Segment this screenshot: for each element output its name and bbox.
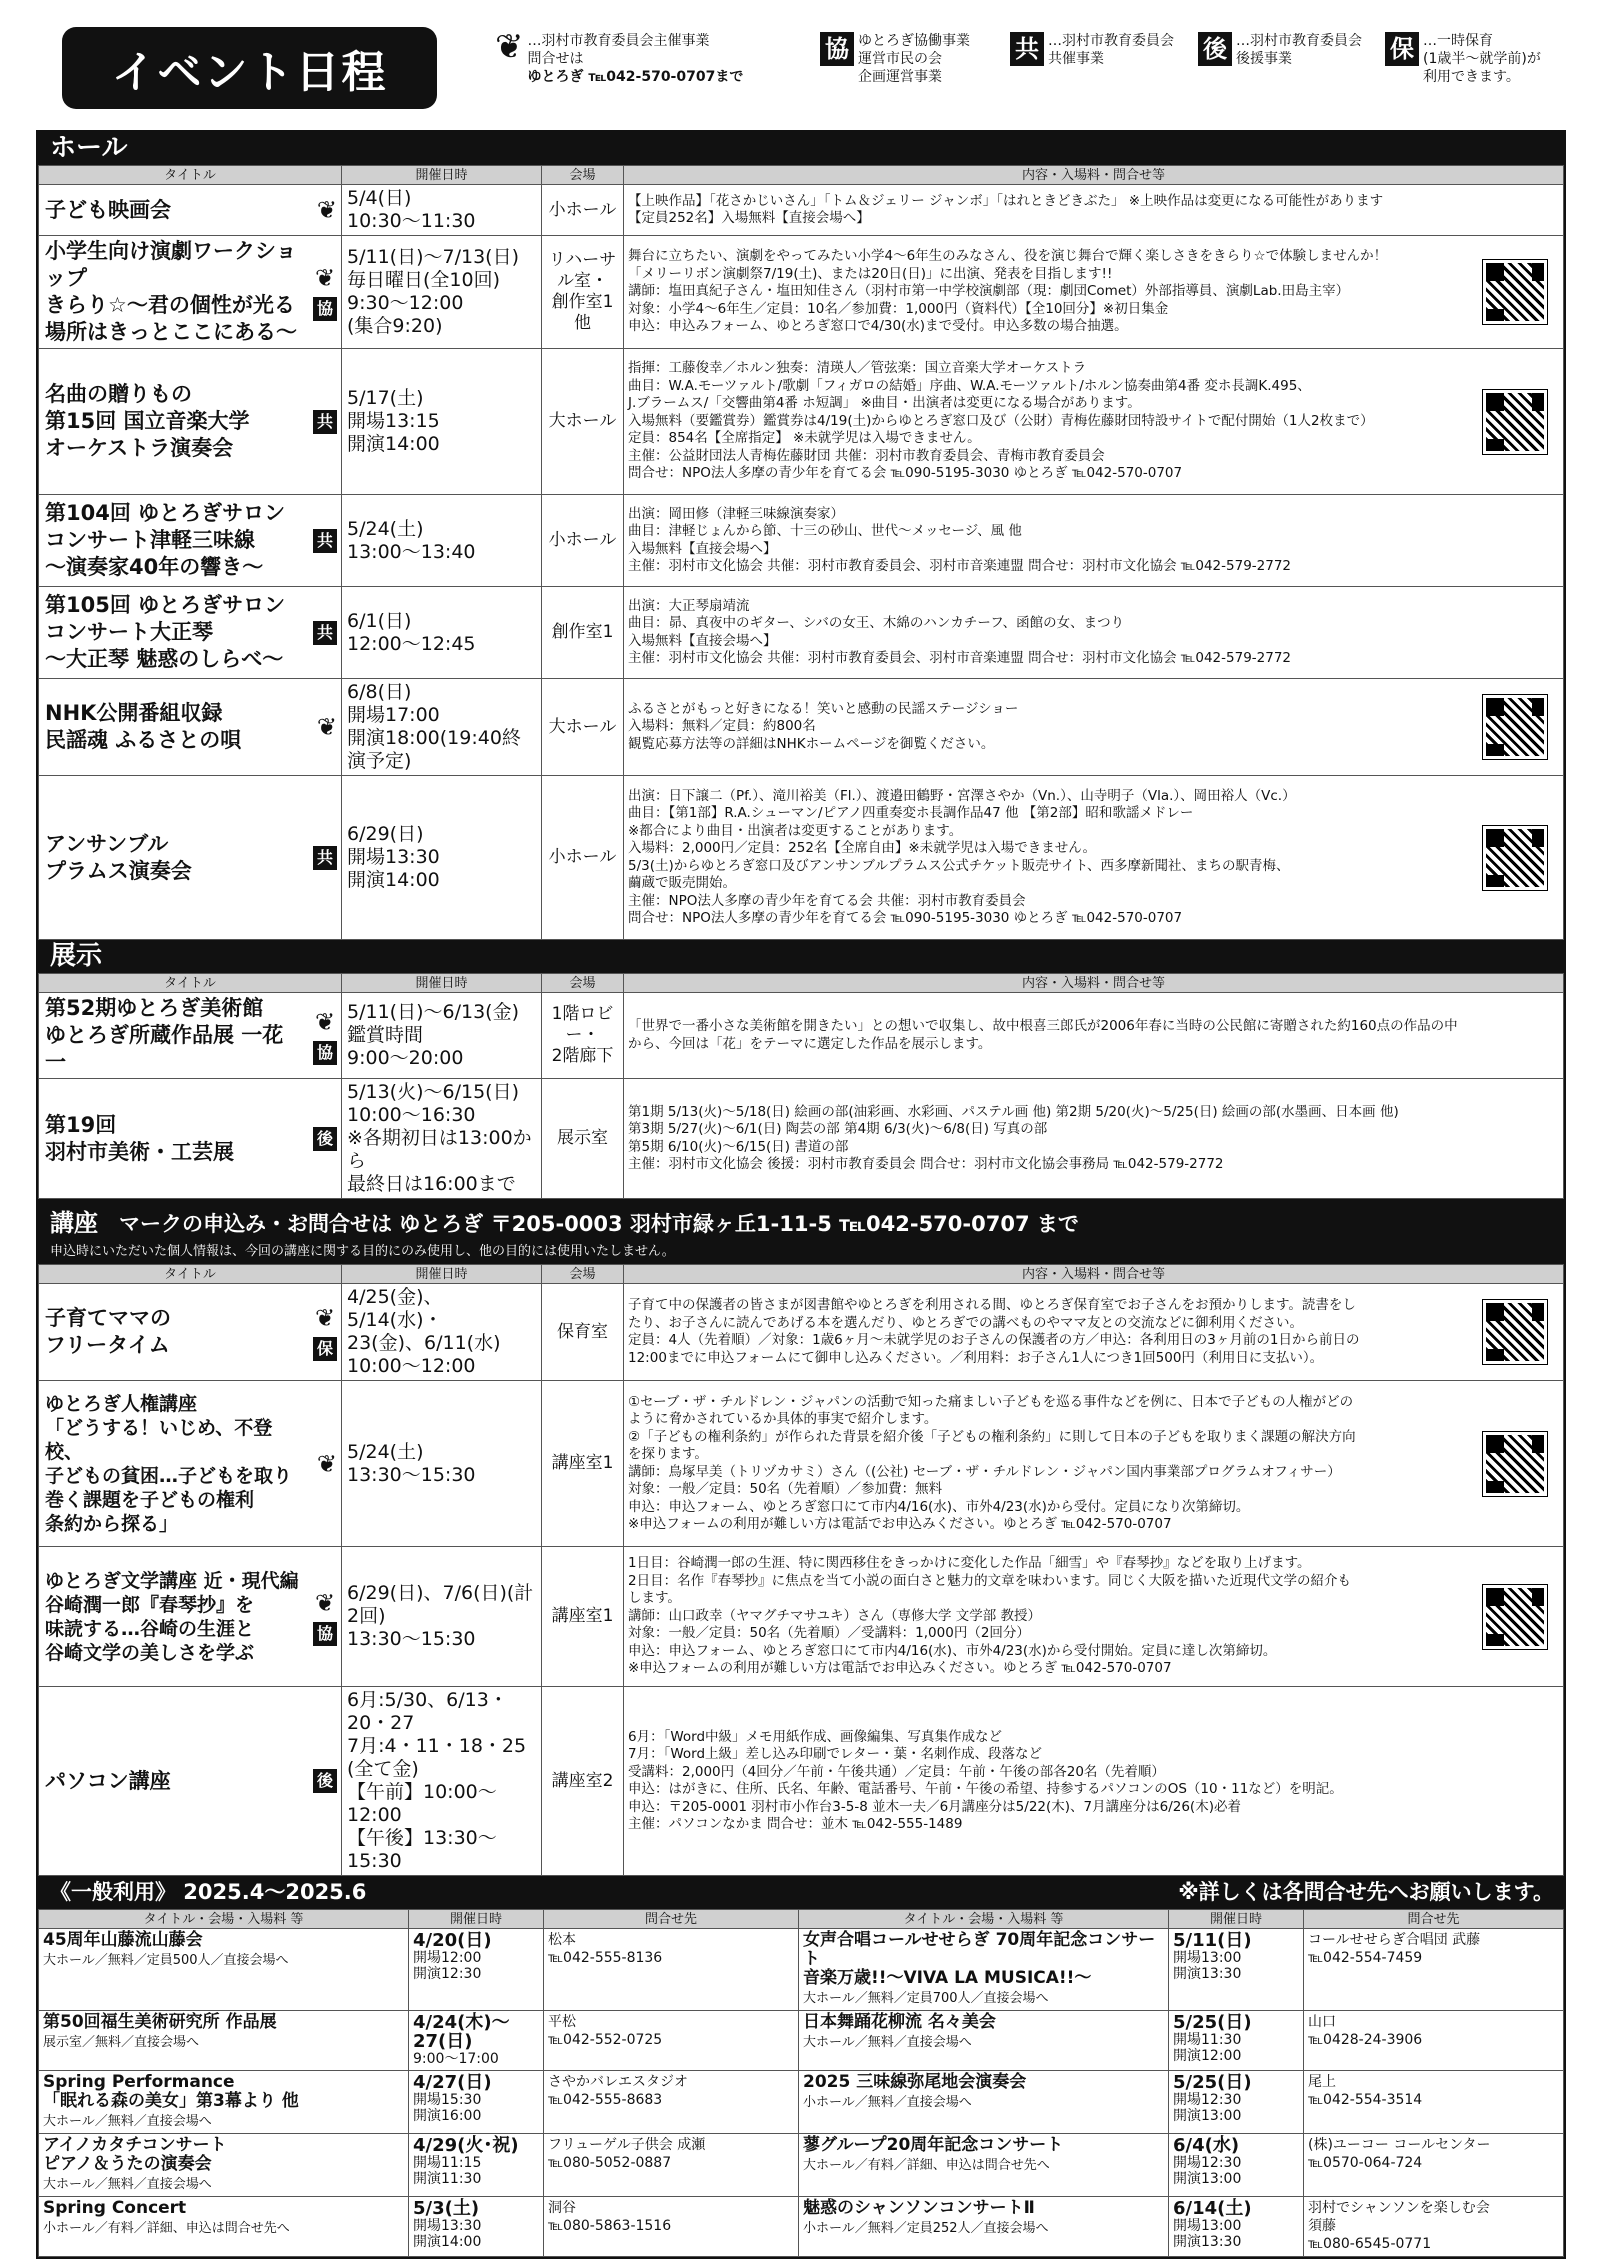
event-content-text: ふるさとがもっと好きになる！笑いと感動の民謡ステージショー 入場料：無料／定員：約800名 観覧応募方法等の詳細はNHKホームページを御覧ください。 <box>628 700 1019 752</box>
general-date-main: 4/27(日) <box>413 2072 492 2093</box>
general-date-main: 6/4(水) <box>1173 2135 1240 2156</box>
general-event-title: 女声合唱コールせせらぎ 70周年記念コンサート 音楽万歳!!～VIVA LA MUSICA!!～ <box>803 1930 1156 1988</box>
general-times: 開場13:30 開演14:00 <box>413 2218 482 2250</box>
event-venue: 展示室 <box>542 1079 624 1199</box>
event-content-text: 6月：「Word中級」メモ用紙作成、画像編集、写真集作成など 7月：「Word上級」差し込み印刷でレター・葉・名刺作成、段落など 受講料：2,000円（4回分／午前・午後共通）／定員：午前・午後の部各20名（先着順） 申込：はがきに、住所、氏名、年齢、電話番号、午前・午後の希望、持参するパソコンのOS（10・11など）を明記。 申込：〒205-0001 羽村市小作台3-5-8 並木一夫／6月講座分は5/22(木)、7月講座分は6/26(木)必着 主催：パソコンなかま 問合せ：並木 ℡042-555-1489 <box>628 1728 1343 1832</box>
event-content <box>624 1381 1564 1547</box>
qr-code-icon[interactable] <box>1483 695 1547 759</box>
event-title <box>39 236 342 349</box>
event-content <box>624 1284 1564 1381</box>
general-date <box>1169 2134 1304 2197</box>
schedule-table <box>38 973 1564 1199</box>
general-event <box>799 2011 1169 2071</box>
general-date <box>1169 2071 1304 2134</box>
event-date: 6/29(日)、7/6(日)(計2回) 13:30～15:30 <box>342 1547 542 1687</box>
general-event-title: 第50回福生美術研究所 作品展 <box>43 2012 277 2032</box>
general-times: 開場13:00 開演13:30 <box>1173 1950 1242 1982</box>
general-times: 開場11:15 開演11:30 <box>413 2155 482 2187</box>
event-content <box>624 1547 1564 1687</box>
section-note: マークの申込み・お問合せは ゆとろぎ 〒205-0003 羽村市緑ヶ丘1-11-5 ℡042-570-0707 まで <box>98 1212 1079 1236</box>
general-date-main: 4/20(日) <box>413 1930 492 1951</box>
general-times: 開場15:30 開演16:00 <box>413 2092 482 2124</box>
general-note: ※詳しくは各問合せ先へお願いします。 <box>1178 1880 1554 1904</box>
event-content <box>624 993 1564 1079</box>
general-event-title: 45周年山藤流山藤会 <box>43 1930 203 1950</box>
schedule-table <box>38 1264 1564 1876</box>
legend-text <box>858 32 970 86</box>
general-event-title: 魅惑のシャンソンコンサートⅡ <box>803 2198 1035 2218</box>
leaf-icon: ❦ <box>314 1588 336 1617</box>
event-venue: リハーサル室・ 創作室1 他 <box>542 236 624 349</box>
event-row <box>39 679 1564 776</box>
general-event-sub: 小ホール／無料／直接会場へ <box>803 2095 972 2110</box>
general-contact: 尾上 ℡042-554-3514 <box>1304 2071 1564 2134</box>
event-marks <box>313 1769 337 1793</box>
event-title <box>39 1547 342 1687</box>
general-col-contact: 問合せ先 <box>1304 1910 1564 1929</box>
event-title <box>39 185 342 236</box>
general-event-title: 蓼グループ20周年記念コンサート <box>803 2135 1064 2155</box>
general-event-sub: 大ホール／無料／定員700人／直接会場へ <box>803 1991 1049 2006</box>
leaf-icon: ❦ <box>314 1304 336 1332</box>
event-title-text: 第104回 ゆとろぎサロン コンサート津軽三味線 ～演奏家40年の響き～ <box>45 501 286 579</box>
legend-line: …羽村市教育委員会 <box>1048 33 1174 49</box>
event-date: 5/13(火)～6/15(日) 10:00～16:30 ※各期初日は13:00から 最終日は16:00まで <box>342 1079 542 1199</box>
general-event <box>39 2134 409 2197</box>
legend-line: ゆとろぎ協働事業 <box>858 33 970 49</box>
event-content <box>624 185 1564 236</box>
event-title <box>39 1687 342 1876</box>
general-date-main: 4/29(火･祝) <box>413 2135 519 2156</box>
qr-code-icon[interactable] <box>1483 260 1547 324</box>
column-header-date: 開催日時 <box>342 1265 542 1284</box>
general-col-date: 開催日時 <box>1169 1910 1304 1929</box>
general-date-main: 6/14(土) <box>1173 2198 1252 2219</box>
event-title-text: ゆとろぎ人権講座 「どうする！いじめ、不登校、 子どもの貧困…子どもを取り 巻く課題を子どもの権利 条約から探る」 <box>45 1392 293 1535</box>
event-venue: 大ホール <box>542 349 624 495</box>
general-table <box>38 1909 1564 2257</box>
legend-line: ゆとろぎ ℡042-570-0707まで <box>527 69 744 85</box>
leaf-icon: ❦ <box>316 713 337 741</box>
event-title-text: NHK公開番組収録 民謡魂 ふるさとの唄 <box>45 701 242 752</box>
general-event-sub: 大ホール／有料／詳細、申込は問合せ先へ <box>803 2158 1050 2173</box>
event-row <box>39 776 1564 940</box>
event-title <box>39 993 342 1079</box>
column-header-title: タイトル <box>39 166 342 185</box>
general-event-title: 2025 三味線弥尾地会演奏会 <box>803 2072 1027 2092</box>
general-date <box>1169 2197 1304 2257</box>
legend-line: 企画運営事業 <box>858 69 942 85</box>
legend-line: 後援事業 <box>1236 51 1292 67</box>
event-title-text: 子育てママの フリータイム <box>45 1306 171 1357</box>
general-contact: (株)ユーコー コールセンター ℡0570-064-724 <box>1304 2134 1564 2197</box>
column-header-title: タイトル <box>39 1265 342 1284</box>
event-title-text: 第19回 羽村市美術・工芸展 <box>45 1112 234 1164</box>
legend-text <box>1236 32 1362 68</box>
general-date-main: 5/25(日) <box>1173 2072 1252 2093</box>
event-date: 6月:5/30、6/13・20・27 7月:4・11・18・25 (全て金) 【午前】10:00～12:00 【午後】13:30～15:30 <box>342 1687 542 1876</box>
column-header-date: 開催日時 <box>342 166 542 185</box>
general-contact: コールせせらぎ合唱団 武藤 ℡042-554-7459 <box>1304 1929 1564 2011</box>
general-col-title: タイトル・会場・入場料 等 <box>39 1910 409 1929</box>
event-title <box>39 1284 342 1381</box>
general-date-main: 5/11(日) <box>1173 1930 1252 1951</box>
legend-text <box>528 32 744 86</box>
event-venue: 講座室1 <box>542 1547 624 1687</box>
event-content <box>624 349 1564 495</box>
event-title-text: 子ども映画会 <box>45 197 171 222</box>
event-marks <box>313 846 337 870</box>
event-marks <box>313 263 337 321</box>
general-date-main: 5/25(日) <box>1173 2012 1252 2033</box>
legend-item <box>495 27 744 86</box>
general-event <box>799 2197 1169 2257</box>
event-title-text: アンサンブル プラムス演奏会 <box>45 831 192 883</box>
general-event <box>799 2134 1169 2197</box>
event-row <box>39 993 1564 1079</box>
general-contact: 洞谷 ℡080-5863-1516 <box>544 2197 799 2257</box>
event-marks <box>317 1449 337 1479</box>
event-marks <box>313 621 337 645</box>
general-event-title: アイノカタチコンサート ピアノ＆うたの演奏会 <box>43 2135 227 2174</box>
general-date <box>409 1929 544 2011</box>
event-date: 6/8(日) 開場17:00 開演18:00(19:40終演予定) <box>342 679 542 776</box>
general-date <box>1169 2011 1304 2071</box>
section-title: 講座 <box>50 1209 98 1237</box>
general-date <box>409 2071 544 2134</box>
general-contact: 松本 ℡042-555-8136 <box>544 1929 799 2011</box>
event-content-text: 第1期 5/13(火)～5/18(日) 絵画の部(油彩画、水彩画、パステル画 他) 第2期 5/20(火)～5/25(日) 絵画の部(水墨画、日本画 他) 第3期 5/27(火)～6/1(日) 陶芸の部 第4期 6/3(火)～6/8(日) 写真の部 第5期 6/10(火)～6/15(日) 書道の部 主催：羽村市文化協会 後援：羽村市教育委員会 問合せ：羽村市文化協会事務局 ℡042-579-2772 <box>628 1103 1399 1172</box>
general-times: 開場12:30 開演13:00 <box>1173 2155 1242 2187</box>
general-row <box>39 2197 1564 2257</box>
legend-line: …羽村市教育委員会主催事業 <box>527 33 710 49</box>
event-row <box>39 1381 1564 1547</box>
event-title <box>39 587 342 679</box>
mark-後-icon: 後 <box>313 1127 337 1151</box>
event-row <box>39 1687 1564 1876</box>
general-event <box>799 1929 1169 2011</box>
event-content-text: 出演：日下譲二（Pf.）、滝川裕美（Fl.）、渡邉田鶴野・宮澤さやか（Vn.）、山寺明子（Vla.）、岡田裕人（Vc.） 曲目：【第1部】R.A.シューマン/ピアノ四重奏変ホ長調作品47 他 【第2部】昭和歌謡メドレー ※都合により曲目・出演者は変更することがあります。 入場料：2,000円／定員：252名【全席自由】※未就学児は入場できません。 5/3(土)からゆとろぎ窓口及びアンサンブルプラムス公式チケット販売サイト、西多摩新聞社、まちの駅青梅、 繭蔵で販売開始。 主催：NPO法人多摩の青少年を育てる会 共催：羽村市教育委員会 問合せ：NPO法人多摩の青少年を育てる会 ℡090-5195-3030 ゆとろぎ ℡042-570-0707 <box>628 787 1296 926</box>
event-date: 5/4(日) 10:30～11:30 <box>342 185 542 236</box>
event-venue: 小ホール <box>542 776 624 940</box>
column-header-content: 内容・入場料・問合せ等 <box>624 1265 1564 1284</box>
general-event-title: Spring Concert <box>43 2198 187 2218</box>
general-times: 開場13:00 開演13:30 <box>1173 2218 1242 2250</box>
column-header-venue: 会場 <box>542 166 624 185</box>
event-title <box>39 495 342 587</box>
event-date: 5/17(土) 開場13:15 開演14:00 <box>342 349 542 495</box>
general-event-sub: 小ホール／有料／詳細、申込は問合せ先へ <box>43 2221 290 2236</box>
general-header <box>38 1876 1564 1909</box>
general-event <box>39 2011 409 2071</box>
qr-code-icon[interactable] <box>1483 390 1547 454</box>
mark-協-icon: 協 <box>313 1622 337 1646</box>
legend-item <box>1385 32 1541 86</box>
legend-text <box>1423 32 1541 86</box>
section-header <box>38 1199 1564 1264</box>
general-event-sub: 小ホール／無料／定員252人／直接会場へ <box>803 2221 1049 2236</box>
general-col-date: 開催日時 <box>409 1910 544 1929</box>
event-row <box>39 185 1564 236</box>
legend-line: …一時保育 <box>1423 33 1493 49</box>
general-date <box>409 2134 544 2197</box>
mark-保-icon: 保 <box>313 1337 337 1361</box>
general-event-sub: 大ホール／無料／直接会場へ <box>43 2114 212 2129</box>
event-content <box>624 236 1564 349</box>
mark-協-icon: 協 <box>313 1041 337 1065</box>
legend-text <box>1048 32 1174 68</box>
general-event <box>39 2071 409 2134</box>
leaf-icon: ❦ <box>316 1449 337 1478</box>
legend-item <box>820 32 970 86</box>
general-date <box>409 2197 544 2257</box>
general-event-sub: 展示室／無料／直接会場へ <box>43 2035 200 2050</box>
event-marks <box>313 529 337 553</box>
general-event <box>799 2071 1169 2134</box>
event-content-text: 指揮：工藤俊幸／ホルン独奏：清瑛人／管弦楽：国立音楽大学オーケストラ 曲目：W.A.モーツァルト/歌劇「フィガロの結婚」序曲、W.A.モーツァルト/ホルン協奏曲第4番 変ホ長調K.495、 J.ブラームス/「交響曲第4番 ホ短調」 ※曲目・出演者は変更になる場合があります。 入場無料（要鑑賞券）鑑賞券は4/19(土)からゆとろぎ窓口及び（公財）青梅佐藤財団特設サイトで配付開始（1人2枚まで） 定員：854名【全席指定】 ※未就学児は入場できません。 主催：公益財団法人青梅佐藤財団 共催：羽村市教育委員会、青梅市教育委員会 問合せ：NPO法人多摩の青少年を育てる会 ℡090-5195-3030 ゆとろぎ ℡042-570-0707 <box>628 360 1374 482</box>
legend-line: (1歳半～就学前)が <box>1423 51 1541 67</box>
general-row <box>39 2134 1564 2197</box>
general-date-main: 4/24(木)～ 27(日) <box>413 2012 510 2052</box>
event-marks <box>317 712 337 742</box>
general-row <box>39 2011 1564 2071</box>
general-date <box>409 2011 544 2071</box>
page-title: イベント日程 <box>62 27 437 109</box>
legend-line: 利用できます。 <box>1423 69 1520 85</box>
mark-共-icon: 共 <box>313 410 337 434</box>
general-col-title: タイトル・会場・入場料 等 <box>799 1910 1169 1929</box>
event-date: 6/1(日) 12:00～12:45 <box>342 587 542 679</box>
event-row <box>39 495 1564 587</box>
column-header-content: 内容・入場料・問合せ等 <box>624 974 1564 993</box>
event-venue: 小ホール <box>542 495 624 587</box>
legend-line: 運営市民の会 <box>858 51 942 67</box>
event-marks <box>313 1588 337 1646</box>
general-date <box>1169 1929 1304 2011</box>
event-row <box>39 349 1564 495</box>
event-date: 5/24(土) 13:30～15:30 <box>342 1381 542 1547</box>
event-marks <box>313 1127 337 1151</box>
event-venue: 大ホール <box>542 679 624 776</box>
general-times: 開場12:30 開演13:00 <box>1173 2092 1242 2124</box>
event-row <box>39 1079 1564 1199</box>
general-times: 9:00～17:00 <box>413 2051 499 2067</box>
qr-code-icon[interactable] <box>1483 826 1547 890</box>
event-date: 5/11(日)～7/13(日) 毎日曜日(全10回) 9:30～12:00 (集合9:20) <box>342 236 542 349</box>
event-venue: 創作室1 <box>542 587 624 679</box>
event-content <box>624 776 1564 940</box>
general-contact: さやかバレエスタジオ ℡042-555-8683 <box>544 2071 799 2134</box>
mark-icon: 保 <box>1385 32 1419 66</box>
column-header-content: 内容・入場料・問合せ等 <box>624 166 1564 185</box>
leaf-icon: ❦ <box>314 1007 336 1036</box>
general-contact: 平松 ℡042-552-0725 <box>544 2011 799 2071</box>
qr-code-icon[interactable] <box>1483 1585 1547 1649</box>
event-row <box>39 1547 1564 1687</box>
event-date: 5/11(日)～6/13(金) 鑑賞時間 9:00～20:00 <box>342 993 542 1079</box>
event-schedule <box>36 130 1566 2259</box>
event-row <box>39 587 1564 679</box>
event-marks <box>313 1303 337 1361</box>
qr-code-icon[interactable] <box>1483 1432 1547 1496</box>
general-row <box>39 2071 1564 2134</box>
event-row <box>39 236 1564 349</box>
event-content <box>624 679 1564 776</box>
event-title-text: 第52期ゆとろぎ美術館 ゆとろぎ所蔵作品展 一花一 <box>45 996 284 1074</box>
qr-code-icon[interactable] <box>1483 1300 1547 1364</box>
event-marks <box>317 195 337 225</box>
mark-icon: 後 <box>1198 32 1232 66</box>
column-header-venue: 会場 <box>542 974 624 993</box>
mark-協-icon: 協 <box>313 297 337 321</box>
general-event-sub: 大ホール／無料／定員500人／直接会場へ <box>43 1953 289 1968</box>
mark-icon: 協 <box>820 32 854 66</box>
event-title-text: 名曲の贈りもの 第15回 国立音楽大学 オーケストラ演奏会 <box>45 382 250 460</box>
section-header: 展示 <box>38 940 1564 973</box>
general-contact: 羽村でシャンソンを楽しむ会 須藤 ℡080-6545-0771 <box>1304 2197 1564 2257</box>
general-title: 《一般利用》 2025.4～2025.6 <box>50 1880 367 1904</box>
event-content-text: 子育て中の保護者の皆さまが図書館やゆとろぎを利用される間、ゆとろぎ保育室でお子さんをお預かりします。読書をし たり、お子さんに読んであげる本を選んだり、ゆとろぎでの講べものやママ友との交流などに御利用ください。 定員：4人（先着順）／対象：1歳6ヶ月～未就学児のお子さんの保護者の方／申込：各利用日の3ヶ月前の1日から前日の 12:00までに申込フォームにて御申し込みください。／利用料：お子さん1人につき1回500円（利用日に支払い）。 <box>628 1297 1360 1366</box>
event-venue: 1階ロビー・ 2階廊下 <box>542 993 624 1079</box>
general-event-title: 日本舞踊花柳流 名々美会 <box>803 2012 996 2032</box>
event-venue: 保育室 <box>542 1284 624 1381</box>
event-title-text: 小学生向け演劇ワークショップ きらり☆～君の個性が光る 場所はきっとここにある～ <box>45 239 297 344</box>
general-event <box>39 1929 409 2011</box>
event-content-text: 【上映作品】「花さかじいさん」「トム＆ジェリー ジャンボ」「はれときどきぶた」 ※上映作品は変更になる可能性があります 【定員252名】入場無料【直接会場へ】 <box>628 192 1384 226</box>
event-row <box>39 1284 1564 1381</box>
section-header: ホール <box>38 132 1564 165</box>
event-content <box>624 1687 1564 1876</box>
event-venue: 小ホール <box>542 185 624 236</box>
event-date: 6/29(日) 開場13:30 開演14:00 <box>342 776 542 940</box>
general-times: 開場12:00 開演12:30 <box>413 1950 482 1982</box>
event-marks <box>313 1007 337 1065</box>
event-content-text: 出演：大正琴扇靖流 曲目：昴、真夜中のギター、シバの女王、木綿のハンカチーフ、函館の女、まつり 入場無料【直接会場へ】 主催：羽村市文化協会 共催：羽村市教育委員会、羽村市音楽連盟 問合せ：羽村市文化協会 ℡042-579-2772 <box>628 597 1292 666</box>
event-title-text: ゆとろぎ文学講座 近・現代編 谷崎潤一郎『春琴抄』を 味読する…谷崎の生涯と 谷崎文学の美しさを学ぶ <box>45 1569 299 1664</box>
general-event-sub: 大ホール／無料／直接会場へ <box>803 2035 972 2050</box>
event-content-text: 1日目：谷崎潤一郎の生涯、特に関西移住をきっかけに変化した作品「細雪」や『春琴抄』などを取り上げます。 2日目：名作『春琴抄』に焦点を当て小説の面白さと魅力的文章を味わいます。同じく大阪を描いた近現代文学の紹介も します。 講師：山口政幸（ヤマグチマサユキ）さん（専修大学 文学部 教授） 対象：一般／定員：50名（先着順）／受講料：1,000円（2回分） 申込：申込フォーム、ゆとろぎ窓口にて市内4/16(水)、市外4/23(水)から受付開始。定員に達し次第締切。 ※申込フォームの利用が難しい方は電話でお申込みください。ゆとろぎ ℡042-570-0707 <box>628 1555 1352 1677</box>
event-title-text: パソコン講座 <box>45 1768 171 1793</box>
event-date: 4/25(金)、5/14(水)・ 23(金)、6/11(水) 10:00～12:00 <box>342 1284 542 1381</box>
general-date-main: 5/3(土) <box>413 2198 480 2219</box>
mark-共-icon: 共 <box>313 846 337 870</box>
event-title <box>39 776 342 940</box>
column-header-title: タイトル <box>39 974 342 993</box>
legend-line: …羽村市教育委員会 <box>1236 33 1362 49</box>
event-content <box>624 1079 1564 1199</box>
event-content <box>624 587 1564 679</box>
mark-icon: 共 <box>1010 32 1044 66</box>
privacy-note: 申込時にいただいた個人情報は、今回の講座に関する目的にのみ使用し、他の目的には使用いたしません。 <box>50 1244 675 1259</box>
event-venue: 講座室2 <box>542 1687 624 1876</box>
event-date: 5/24(土) 13:00～13:40 <box>342 495 542 587</box>
column-header-venue: 会場 <box>542 1265 624 1284</box>
mark-後-icon: 後 <box>313 1769 337 1793</box>
legend-item <box>1010 32 1174 68</box>
mark-共-icon: 共 <box>313 529 337 553</box>
event-content-text: 出演：岡田修（津軽三味線演奏家） 曲目：津軽じょんから節、十三の砂山、世代～メッセージ、風 他 入場無料【直接会場へ】 主催：羽村市文化協会 共催：羽村市教育委員会、羽村市音楽連盟 問合せ：羽村市文化協会 ℡042-579-2772 <box>628 505 1292 574</box>
general-event <box>39 2197 409 2257</box>
event-venue: 講座室1 <box>542 1381 624 1547</box>
event-title <box>39 1381 342 1547</box>
general-contact: フリューゲル子供会 成瀬 ℡080-5052-0887 <box>544 2134 799 2197</box>
legend-item <box>1198 32 1362 68</box>
event-title <box>39 349 342 495</box>
general-event-sub: 大ホール／無料／直接会場へ <box>43 2177 212 2192</box>
event-content-text: 「世界で一番小さな美術館を開きたい」との想いで収集し、故中根喜三郎氏が2006年春に当時の公民館に寄贈された約160点の作品の中 から、今回は「花」をテーマに選定した作品を展示します。 <box>628 1018 1458 1052</box>
leaf-icon: ❦ <box>495 27 524 67</box>
event-marks <box>313 410 337 434</box>
legend-line: 共催事業 <box>1048 51 1104 67</box>
mark-共-icon: 共 <box>313 621 337 645</box>
event-title-text: 第105回 ゆとろぎサロン コンサート大正琴 ～大正琴 魅惑のしらべ～ <box>45 593 286 671</box>
event-title <box>39 679 342 776</box>
leaf-icon: ❦ <box>316 196 337 224</box>
event-content-text: ①セーブ・ザ・チルドレン・ジャパンの活動で知った痛ましい子どもを巡る事件などを例に、日本で子どもの人権がどの ように脅かされているか具体的事実で紹介します。 ②「子どもの権利条約」が作られた背景を紹介後「子どもの権利条約」に則して日本の子どもを取りまく課題の解決方向 を探ります。 講師：鳥塚早美（トリヅカサミ）さん（(公社) セーブ・ザ・チルドレン・ジャパン国内事業部プログラムオフィサー） 対象：一般／定員：50名（先着順）／参加費：無料 申込：申込フォーム、ゆとろぎ窓口にて市内4/16(水)、市外4/23(水)から受付。定員になり次第締切。 ※申込フォームの利用が難しい方は電話でお申込みください。ゆとろぎ ℡042-570-0707 <box>628 1393 1356 1532</box>
event-content <box>624 495 1564 587</box>
column-header-date: 開催日時 <box>342 974 542 993</box>
event-content-text: 舞台に立ちたい、演劇をやってみたい小学4～6年生のみなさん、役を演じ舞台で輝く楽しさきをきらり☆で体験しませんか！ 「メリーリボン演劇祭7/19(土)、または20日(日)」に出演、発表を目指します!! 講師：塩田真紀子さん・塩田知佳さん（羽村市第一中学校演劇部（現：劇団Comet）外部指導員、演劇Lab.田島主宰） 対象：小学4～6年生／定員：10名／参加費：1,000円（資料代）【全10回分】※初日集金 申込：申込みフォーム、ゆとろぎ窓口で4/30(水)まで受付。申込多数の場合抽選。 <box>628 248 1388 335</box>
general-times: 開場11:30 開演12:00 <box>1173 2032 1242 2064</box>
general-contact: 山口 ℡0428-24-3906 <box>1304 2011 1564 2071</box>
general-col-contact: 問合せ先 <box>544 1910 799 1929</box>
leaf-icon: ❦ <box>314 264 336 292</box>
general-row <box>39 1929 1564 2011</box>
schedule-table <box>38 165 1564 940</box>
general-event-title: Spring Performance 「眠れる森の美女」第3幕より 他 <box>43 2072 299 2111</box>
legend-line: 問合せは <box>527 51 584 67</box>
event-title <box>39 1079 342 1199</box>
